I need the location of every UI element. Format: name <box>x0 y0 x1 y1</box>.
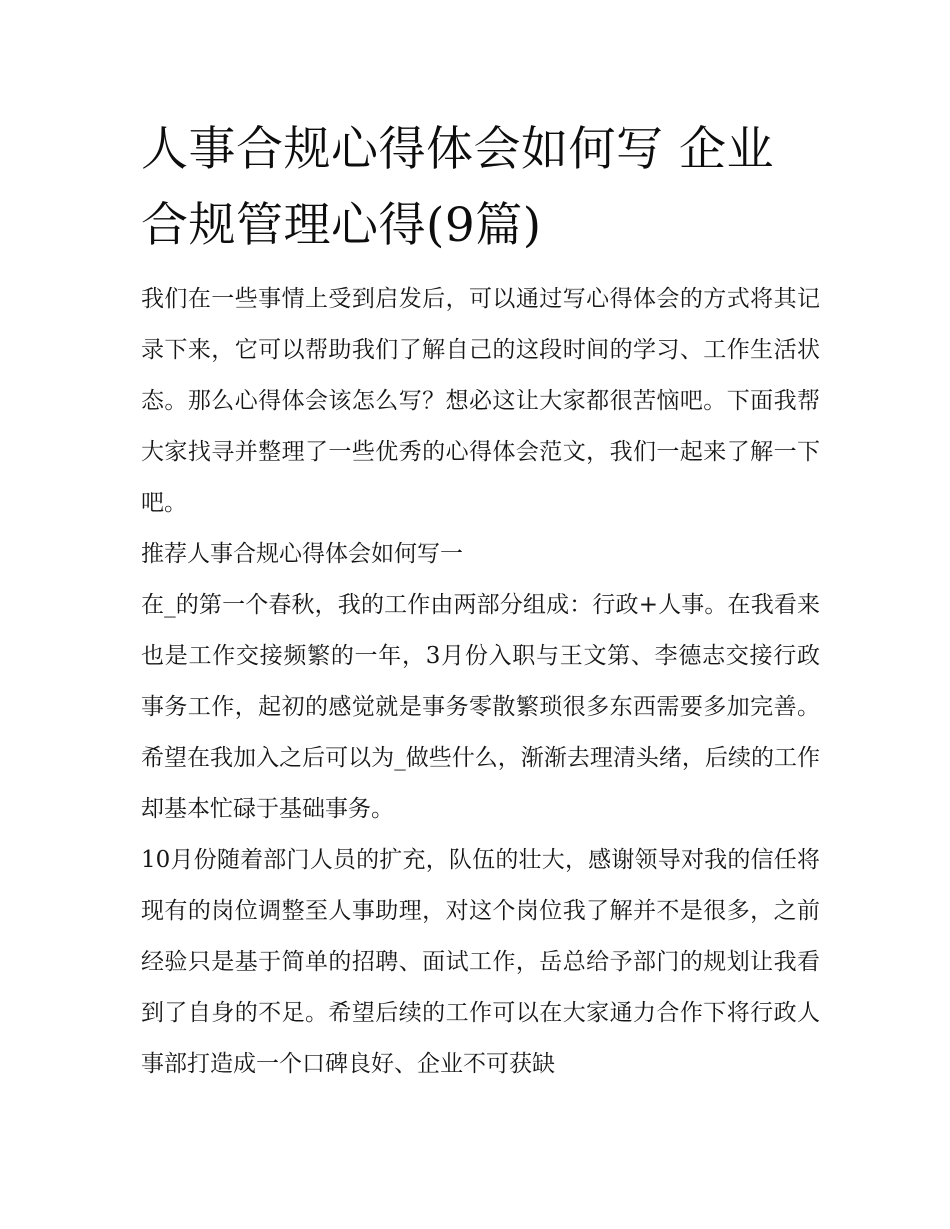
body-paragraph: 10月份随着部门人员的扩充，队伍的壮大，感谢领导对我的信任将现有的岗位调整至人事助理，对这个岗位我了解并不是很多，之前经验只是基于简单的招聘、面试工作，岳总给予部门的规划让我看到了自身的不足。希望后续的工作可以在大家通力合作下将行政人事部打造成一个口碑良好、企业不可获缺 <box>141 847 820 1077</box>
intro-paragraph: 我们在一些事情上受到启发后，可以通过写心得体会的方式将其记录下来，它可以帮助我们了解自己的这段时间的学习、工作生活状态。那么心得体会该怎么写？想必这让大家都很苦恼吧。下面我帮大家找寻并整理了一些优秀的心得体会范文，我们一起来了解一下吧。 <box>141 286 820 516</box>
document-title: 人事合规心得体会如何写 企业合规管理心得(9篇) <box>141 122 774 253</box>
document-body <box>141 274 820 1090</box>
section-heading: 推荐人事合规心得体会如何写一 <box>141 541 463 567</box>
body-paragraph: 在_的第一个春秋，我的工作由两部分组成：行政+人事。在我看来也是工作交接频繁的一年，3月份入职与王文第、李德志交接行政事务工作，起初的感觉就是事务零散繁琐很多东西需要多加完善。希望在我加入之后可以为_做些什么，渐渐去理清头绪，后续的工作却基本忙碌于基础事务。 <box>141 592 820 822</box>
